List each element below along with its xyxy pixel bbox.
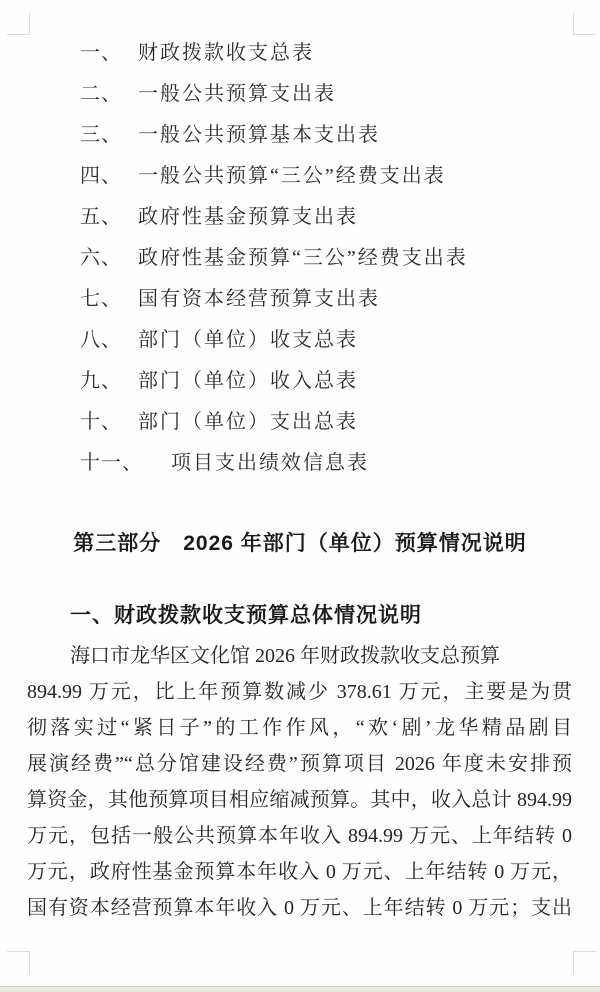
- list-item-number: 一、: [80, 42, 122, 64]
- text-boundary-corner-mark-bottom-right: [573, 951, 596, 974]
- text-boundary-corner-mark-top-left: [7, 12, 30, 35]
- paragraph-line: 万元，政府性基金预算本年收入 0 万元、上年结转 0 万元，: [27, 861, 572, 883]
- list-item-title: 一般公共预算“三公”经费支出表: [138, 165, 446, 187]
- list-item-number: 十、: [80, 411, 122, 433]
- paragraph-line: 万元，包括一般公共预算本年收入 894.99 万元、上年结转 0: [27, 825, 572, 847]
- list-item: [80, 156, 580, 197]
- budget-overview-paragraph: [27, 638, 572, 926]
- list-item: [80, 238, 580, 279]
- list-item-title: 一般公共预算支出表: [138, 83, 336, 105]
- table-list: [80, 33, 580, 484]
- list-item-number: 七、: [80, 288, 122, 310]
- section-heading: 一、财政拨款收支预算总体情况说明: [70, 604, 422, 627]
- list-item-number: 二、: [80, 83, 122, 105]
- list-item-number: 八、: [80, 329, 122, 351]
- list-item-title: 国有资本经营预算支出表: [138, 288, 380, 310]
- list-item: [80, 197, 580, 238]
- list-item: [80, 443, 580, 484]
- list-item: [80, 115, 580, 156]
- list-item-title: 部门（单位）收入总表: [138, 370, 358, 392]
- list-item: [80, 74, 580, 115]
- paragraph-line: 国有资本经营预算本年收入 0 万元、上年结转 0 万元；支出: [27, 897, 572, 919]
- list-item: [80, 320, 580, 361]
- text-boundary-corner-mark-top-right: [573, 12, 596, 35]
- list-item: [80, 361, 580, 402]
- paragraph-line: 894.99 万元，比上年预算数减少 378.61 万元，主要是为贯: [27, 681, 572, 703]
- paragraph-line: 算资金，其他预算项目相应缩减预算。其中，收入总计 894.99: [27, 789, 572, 811]
- list-item-number: 五、: [80, 206, 122, 228]
- paragraph-line: 彻落实过“紧日子”的工作作风，“欢‘剧’龙华精品剧目: [27, 717, 572, 739]
- list-item-number: 六、: [80, 247, 122, 269]
- text-boundary-corner-mark-bottom-left: [7, 951, 30, 974]
- list-item: [80, 33, 580, 74]
- paragraph-line: 海口市龙华区文化馆 2026 年财政拨款收支总预算: [70, 645, 500, 667]
- list-item-number: 九、: [80, 370, 122, 392]
- page-bottom-edge: [0, 986, 600, 992]
- list-item-title: 项目支出绩效信息表: [171, 452, 369, 474]
- list-item-title: 财政拨款收支总表: [138, 42, 314, 64]
- list-item-number: 三、: [80, 124, 122, 146]
- list-item-title: 政府性基金预算“三公”经费支出表: [138, 247, 468, 269]
- list-item-title: 政府性基金预算支出表: [138, 206, 358, 228]
- list-item-title: 部门（单位）支出总表: [138, 411, 358, 433]
- paragraph-line: 展演经费”“总分馆建设经费”预算项目 2026 年度未安排预: [27, 753, 572, 775]
- list-item-number: 四、: [80, 165, 122, 187]
- list-item-title: 一般公共预算基本支出表: [138, 124, 380, 146]
- part-heading: 第三部分 2026 年部门（单位）预算情况说明: [73, 532, 527, 555]
- list-item: [80, 279, 580, 320]
- list-item-title: 部门（单位）收支总表: [138, 329, 358, 351]
- list-item: [80, 402, 580, 443]
- list-item-number: 十一、: [80, 452, 143, 474]
